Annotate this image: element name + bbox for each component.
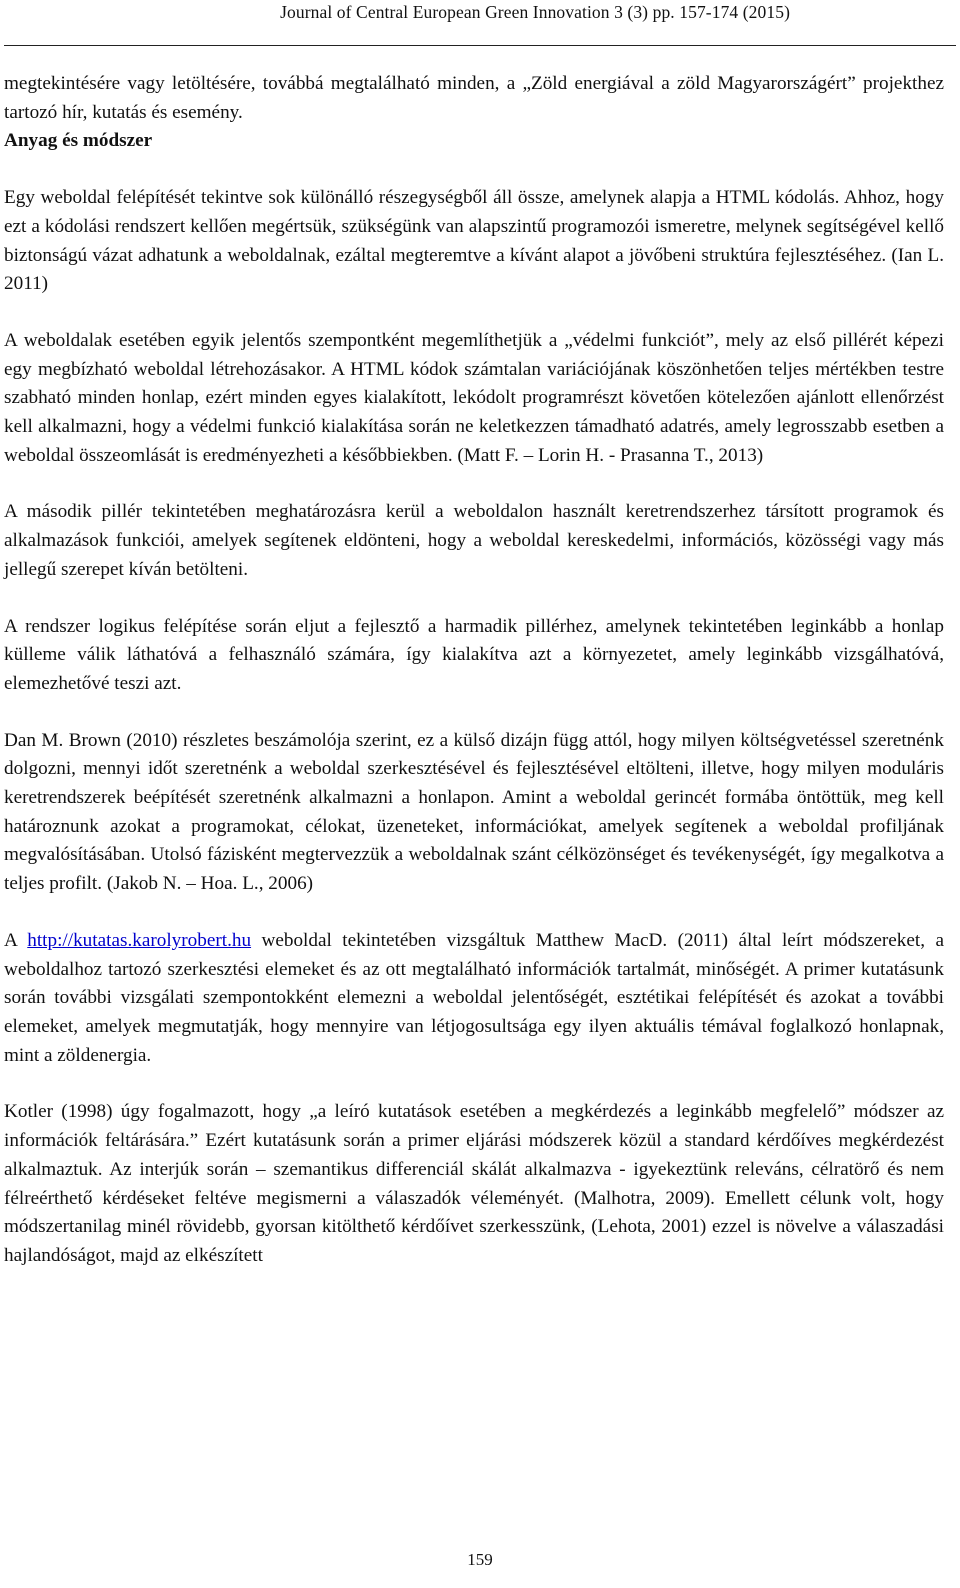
paragraph-2: A weboldalak esetében egyik jelentős szempontként megemlíthetjük a „védelmi funkciót”, mely az első pillérét képezi egy megbízható weboldal létrehozásakor. A HTML kódok számtalan variációjának köszönhetően teljes mértékben testre szabható minden honlap, ezért minden egyes kialakított, lekódolt programrészt követően kötelezően ajánlott ellenőrzést kell alkalmazni, hogy a védelmi funkció kialakítása során ne keletkezzen támadható adatrés, amely legrosszabb esetben a weboldal összeomlását is eredményezheti a későbbiekben. (Matt F. – Lorin H. - Prasanna T., 2013) [4,329,944,466]
section-heading: Anyag és módszer [4,130,153,152]
kutatas-link[interactable]: http://kutatas.karolyrobert.hu [27,929,252,951]
paragraph-intro: megtekintésére vagy letöltésére, továbbá megtalálható minden, a „Zöld energiával a zöld Magyarországért” projekthez tartozó hír, kutatás és esemény. [4,73,944,123]
paragraph-4: A rendszer logikus felépítése során eljut a fejlesztő a harmadik pillérhez, amelynek tekintetében leginkább a honlap külleme válik láthatóvá a felhasználó számára, így kialakítva azt a környezetet, amely leginkább vizsgálhatóvá, elemezhetővé teszi azt. [4,615,944,694]
journal-header: Journal of Central European Green Innovation 3 (3) pp. 157-174 (2015) [280,2,790,22]
page-number: 159 [467,1550,493,1569]
paragraph-6 [4,927,944,1071]
header-rule [4,45,956,46]
paragraph-6-prefix: A [4,929,28,951]
page-body [4,70,944,1271]
paragraph-7: Kotler (1998) úgy fogalmazott, hogy „a leíró kutatások esetében a megkérdezés a leginkább megfelelő” módszer az információk feltárására.” Ezért kutatásunk során a primer eljárási módszerek közül a standard kérdőíves megkérdezést alkalmaztuk. Az interjúk során – szemantikus differenciál skálát alkalmazva - igyekeztünk releváns, célratörő és nem félreérthető kérdéseket feltéve megismerni a válaszadók véleményét. (Malhotra, 2009). Emellett célunk volt, hogy módszertanilag minél rövidebb, gyorsan kitölthető kérdőívet szerkesszünk, (Lehota, 2001) ezzel is növelve a válaszadási hajlandóságot, majd az elkészített [4,1101,944,1266]
paragraph-5: Dan M. Brown (2010) részletes beszámolója szerint, ez a külső dizájn függ attól, hogy milyen költségvetéssel szeretnénk dolgozni, mennyi időt szeretnénk a weboldal szerkesztésével és fejlesztésével eltölteni, illetve, hogy milyen moduláris keretrendszerek beépítését szeretnénk alkalmazni a honlapon. Amint a weboldal gerincét formába öntöttük, meg kell határoznunk azokat a programokat, célokat, üzeneteket, információkat, amelyek segítenek a weboldal profiljának megvalósításában. Utolsó fázisként megtervezzük a weboldalnak szánt célközönséget és tevékenységét, így megalkotva a teljes profilt. (Jakob N. – Hoa. L., 2006) [4,729,944,895]
paragraph-3: A második pillér tekintetében meghatározásra kerül a weboldalon használt keretrendszerhez társított programok és alkalmazások funkciói, amelyek segítenek eldönteni, hogy a weboldal kereskedelmi, információs, közösségi vagy más jellegű szerepet kíván betölteni. [4,501,944,580]
paragraph-1: Egy weboldal felépítését tekintve sok különálló részegységből áll össze, amelynek alapja a HTML kódolás. Ahhoz, hogy ezt a kódolási rendszert kellően megértsük, szükségünk van alapszintű programozói ismeretre, melynek segítségével kellő biztonságú vázat adhatunk a weboldalnak, ezáltal megteremtve a kívánt alapot a jövőbeni struktúra fejlesztéséhez. (Ian L. 2011) [4,187,944,295]
paragraph-6-rest: weboldal tekintetében vizsgáltuk Matthew MacD. (2011) által leírt módszereket, a weboldalhoz tartozó szerkesztési elemeket és az ott megtalálható információk tartalmát, minőségét. A primer kutatásunk során további vizsgálati szempontokként elemezni a weboldal jelentőségét, esztétikai felépítését és azokat a további elemeket, amelyek megmutatják, hogy mennyire van létjogosultsága egy ilyen aktuális témával foglalkozó honlapnak, mint a zöldenergia. [4,929,944,1066]
